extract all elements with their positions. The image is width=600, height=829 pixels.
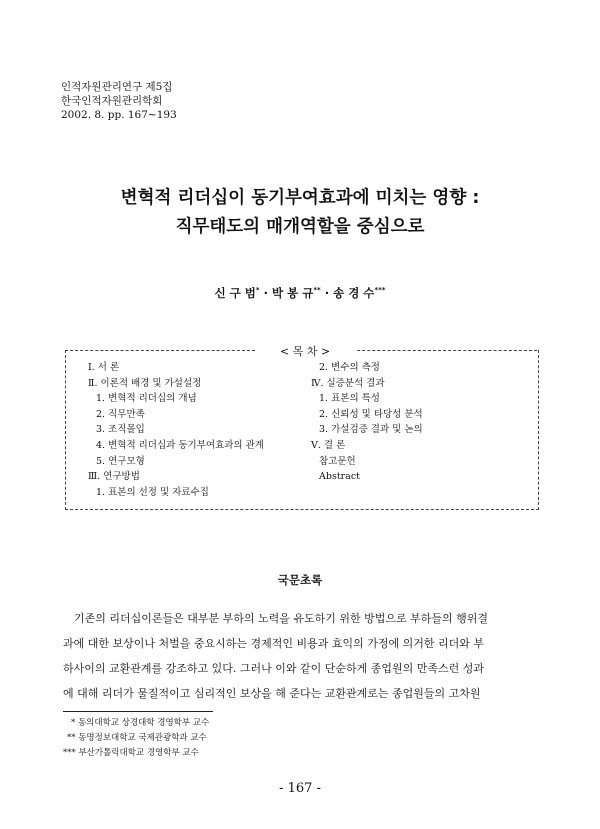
authors	[0, 285, 600, 301]
journal-date-pages: 2002. 8. pp. 167∼193	[61, 109, 177, 121]
toc-left-column	[88, 360, 264, 500]
journal-society: 한국인적자원관리학회	[61, 95, 163, 107]
toc-item: Ⅰ. 서 론	[88, 362, 120, 373]
toc-right-column	[311, 360, 423, 485]
author-2-mark: **	[313, 286, 321, 295]
paper-title-line1: 변혁적 리더십이 동기부여효과에 미치는 영향 :	[120, 188, 480, 208]
footnotes	[63, 716, 209, 761]
toc-item: 2. 직무만족	[96, 408, 145, 420]
body-line: 하사이의 교환관계를 강조하고 있다. 그러나 이와 같이 단순하게 종업원의 만족스런 성과	[63, 662, 484, 675]
body-line: 과에 대한 보상이나 처벌을 중요시하는 경제적인 비용과 효익의 가정에 의거한 리더와 부	[63, 637, 484, 650]
author-3-mark: ***	[374, 286, 386, 295]
author-1-mark: *	[255, 286, 260, 295]
toc-border-right-segment	[342, 350, 537, 351]
toc-item: 1. 변혁적 리더십의 개념	[96, 393, 197, 405]
toc-item: Abstract	[319, 471, 360, 483]
footnote: * 동의대학교 상경대학 경영학부 교수	[71, 718, 210, 728]
journal-name: 인적자원관리연구 제5집	[61, 81, 173, 93]
toc-item: 2. 신뢰성 및 타당성 분석	[319, 408, 423, 420]
toc-item: Ⅴ. 결 론	[311, 439, 346, 451]
body-line: 기존의 리더십이론들은 대부분 부하의 노력을 유도하기 위한 방법으로 부하들의 행위결	[74, 612, 489, 625]
author-2: 박 봉 규	[272, 286, 314, 300]
author-3: 송 경 수	[333, 286, 375, 300]
toc-item: 3. 조직몰입	[96, 424, 145, 436]
toc-item: 1. 표본의 특성	[319, 393, 380, 405]
page-number: - 167 -	[279, 781, 321, 796]
toc-item: Ⅲ. 연구방법	[88, 471, 140, 483]
toc-item: Ⅱ. 이론적 배경 및 가설설정	[88, 377, 202, 389]
footnote-rule	[63, 711, 213, 712]
toc-item: 1. 표본의 선정 및 자료수집	[96, 486, 209, 498]
toc-item: Ⅳ. 실증분석 결과	[311, 377, 385, 389]
abstract-heading: 국문초록	[277, 573, 323, 587]
journal-info	[61, 80, 177, 122]
toc-item: 2. 변수의 측정	[319, 362, 380, 373]
toc-item: 4. 변혁적 리더십과 동기부여효과의 관계	[96, 439, 264, 451]
author-separator: ·	[324, 286, 330, 300]
toc-item: 3. 가설검증 결과 및 논의	[319, 424, 423, 436]
toc-item: 참고문헌	[319, 455, 356, 467]
footnote: ** 동명정보대학교 국제관광학과 교수	[67, 733, 207, 743]
abstract-body	[63, 606, 537, 706]
author-separator: ·	[263, 286, 268, 300]
body-line: 에 대해 리더가 물질적이고 심리적인 보상을 해 준다는 교환관계로는 종업원들의 고차원	[63, 687, 481, 700]
author-1: 신 구 범	[214, 286, 256, 300]
toc-heading: < 목 차 >	[255, 343, 355, 359]
paper-title-line2: 직무태도의 매개역할을 중심으로	[175, 217, 425, 237]
footnote: *** 부산가톨릭대학교 경영학부 교수	[63, 748, 199, 758]
toc-item: 5. 연구모형	[96, 455, 145, 467]
toc-border-left-segment	[65, 350, 255, 351]
